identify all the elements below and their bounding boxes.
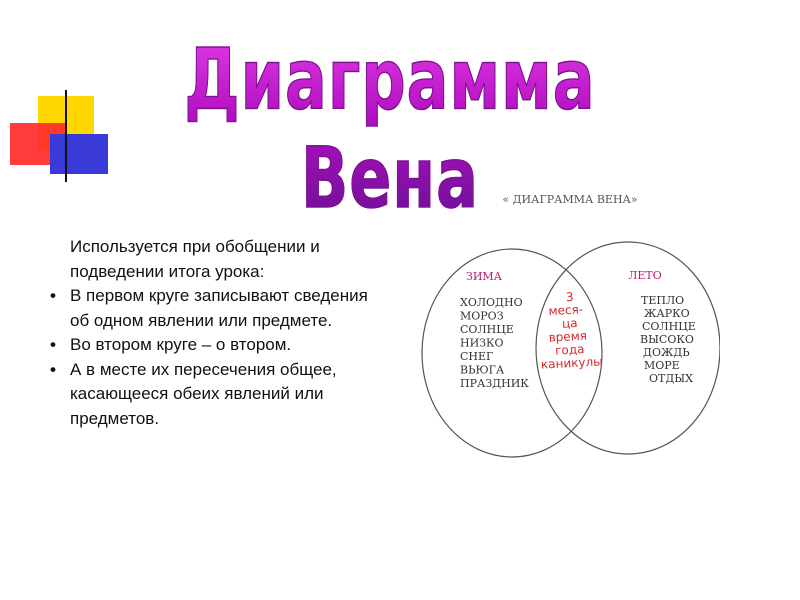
bullet-text: Во втором круге – о втором. [70,335,292,354]
left-item: ВЬЮГА [460,363,505,377]
bullet-mark: • [50,286,56,305]
left-circle-items [460,296,529,390]
intersection-item: 3 [565,289,574,305]
left-item: МОРОЗ [460,309,504,323]
right-item: ДОЖДЬ [643,346,690,359]
intersection-items [541,290,603,372]
left-item: ПРАЗДНИК [460,377,529,390]
bullet-text: А в месте их пересечения общее, касающееся обеих явлений или предметов. [70,359,337,428]
right-item: ОТДЫХ [649,372,693,385]
right-item: ЖАРКО [644,307,690,320]
bullet-mark: • [50,359,56,379]
bullet-item-2 [48,333,368,358]
blue-square [50,134,108,174]
bullet-text: В первом круге записывают сведения об одном явлении или предмете. [70,286,368,330]
bullet-item-1 [48,284,368,333]
venn-diagram [420,185,720,475]
right-circle-label: ЛЕТО [628,269,662,282]
left-item: СНЕГ [460,350,494,363]
left-item: НИЗКО [460,336,504,350]
intersection-item: года [554,342,585,358]
bullet-mark: • [50,335,56,354]
diagram-caption: « ДИАГРАММА ВЕНА» [502,193,638,206]
intersection-item: ца [561,316,578,331]
left-item: СОЛНЦЕ [460,323,514,336]
left-circle-label: ЗИМА [465,270,503,283]
right-item: ВЫСОКО [640,333,694,346]
bullet-item-3 [48,358,368,432]
right-circle-items [640,294,696,385]
right-item: МОРЕ [644,359,680,372]
description-text [48,235,368,431]
left-item: ХОЛОДНО [460,296,523,309]
intersection-item: время [548,328,588,345]
right-item: ТЕПЛО [641,294,685,307]
intersection-item: каникулы [540,354,603,372]
intersection-item: меся- [548,302,584,319]
page-title: Диаграмма Вена [120,30,660,227]
intro-text: Используется при обобщении и подведении итога урока: [70,237,320,281]
right-item: СОЛНЦЕ [642,320,696,333]
